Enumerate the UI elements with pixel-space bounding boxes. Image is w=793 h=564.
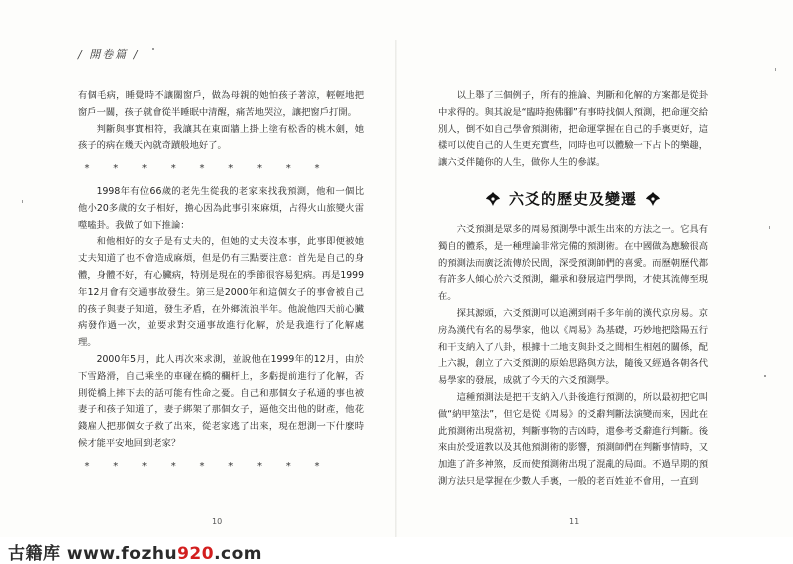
star-mark: * [257, 460, 262, 472]
star-mark: * [285, 460, 291, 472]
scan-speck [22, 200, 23, 203]
scan-speck [769, 226, 770, 229]
star-mark: * [257, 163, 262, 175]
watermark-accent: 920 [177, 544, 215, 564]
watermark-suffix: .com [214, 544, 263, 564]
star-mark: * [142, 163, 147, 175]
right-page [438, 88, 708, 491]
right-paragraph: 探其源頭，六爻預測可以追溯到兩千多年前的漢代京房易。京房為漢代有名的易學家，他以《周易》為基礎，巧妙地把陰陽五行和干支納入了八卦，根據十二地支與卦爻之間相生相剋的關係，配上六親，創立了六爻預測的原始思路與方法，隨後又經過各朝各代易學家的發展，成就了今天的六爻預測學。 [438, 307, 708, 387]
left-paragraph: 和他相好的女子是有丈夫的，但她的丈夫沒本事，此事即便被她丈夫知道了也不會造成麻煩，但是仍有三點要注意：首先是自己的身體，身體不好，有心臟病，特別是現在的季節很容易犯病。再是1999年12月會有交通事故發生。第三是2000年和這個女子的事會被自己的孩子與妻子知道，發生矛盾，在外鄉流浪半年。他說他四天前心臟病發作過一次，並要求對交通事故進行化解，於是我進行了化解處理。 [78, 236, 364, 349]
left-paragraph: 判斷與事實相符，我讓其在東面牆上掛上塗有松香的桃木劍，她孩子的病在幾天內就奇蹟般地好了。 [78, 123, 364, 152]
star-mark: * [199, 460, 205, 472]
star-mark: * [285, 163, 291, 175]
site-watermark [8, 539, 262, 564]
scan-speck [152, 48, 154, 50]
left-page [78, 88, 364, 482]
page-number-left: 10 [212, 517, 223, 526]
running-header: / 開卷篇 / [78, 48, 140, 61]
star-mark: * [170, 163, 176, 175]
flourish-right-icon [645, 191, 661, 207]
watermark-brand: 古籍库 www.fozhu [8, 544, 178, 564]
page-number-right: 11 [569, 517, 580, 526]
star-mark: * [113, 163, 119, 175]
flourish-left-icon [485, 191, 501, 207]
star-mark: * [84, 163, 90, 175]
section-title: 六爻的歷史及變遷 [508, 189, 637, 208]
star-mark: * [228, 163, 234, 175]
right-intro-paragraph: 以上舉了三個例子，所有的推論、判斷和化解的方案都是從卦中求得的。與其說是“臨時抱佛腳”有事時找個人預測，把命運交給別人，倒不如自己學會預測術，把命運掌握在自己的手裏更好，這樣可以使自己的人生更充實些，同時也可以體驗一下占卜的樂趣，讓六爻伴隨你的人生，做你人生的參謀。 [438, 90, 708, 169]
page-gutter [395, 40, 397, 540]
star-mark: * [113, 460, 119, 472]
star-mark: * [84, 460, 90, 472]
star-mark: * [314, 163, 320, 175]
scan-speck [775, 68, 776, 71]
star-mark: * [314, 460, 320, 472]
section-divider-stars [82, 459, 322, 476]
right-paragraph: 六爻預測是眾多的周易預測學中派生出來的方法之一。它具有獨自的體系，是一種理論非常完備的預測術。在中國做為應驗很高的預測法而廣泛流傳於民間，深受預測師們的喜愛。而歷朝歷代都有許多人傾心於六爻預測，繼承和發展這門學問，才使其流傳至現在。 [438, 223, 708, 303]
left-paragraph: 1998年有位66歲的老先生從我的老家來找我預測，他和一個比他小20多歲的女子相好，擔心因為此事引來麻煩，占得火山旅變火雷噬嗑卦。我做了如下推論： [78, 185, 364, 231]
star-mark: * [228, 460, 234, 472]
scan-speck [764, 375, 766, 377]
section-heading [438, 184, 708, 214]
star-mark: * [142, 460, 147, 472]
left-paragraph: 有個毛病，睡覺時不讓關窗戶，做為母親的她怕孩子著涼，輕輕地把窗戶一關，孩子就會從半睡眠中清醒，痛苦地哭泣，讓把窗戶打開。 [78, 90, 364, 118]
star-mark: * [170, 460, 176, 472]
right-paragraph: 這種預測法是把干支納入八卦後進行預測的，所以最初把它叫做“納甲筮法”，但它是從《周易》的爻辭判斷法演變而來，因此在此預測術出現當初，判斷事物的吉凶時，還參考爻辭進行判斷。後來由於受道教以及其他預測術的影響，預測師們在判斷事情時，又加進了許多神煞，反而使預測術出現了混亂的局面。不過早期的預測方法只是掌握在少數人手裏，一般的老百姓並不會用，一直到 [438, 391, 708, 487]
section-divider-stars [82, 161, 322, 178]
star-mark: * [199, 163, 205, 175]
left-paragraph: 2000年5月，此人再次來求測，並說他在1999年的12月，由於下雪路滑，自己乘坐的車碰在橋的欄杆上，多虧提前進行了化解，否則從橋上摔下去的話可能有性命之憂。自己和那個女子私通的事也被妻子和孩子知道了，妻子綁架了那個女子，逼他交出他的財產，他花錢雇人把那個女子救了出來，從老家逃了出來，現在想測一下什麼時候才能平安地回到老家？ [78, 353, 364, 449]
